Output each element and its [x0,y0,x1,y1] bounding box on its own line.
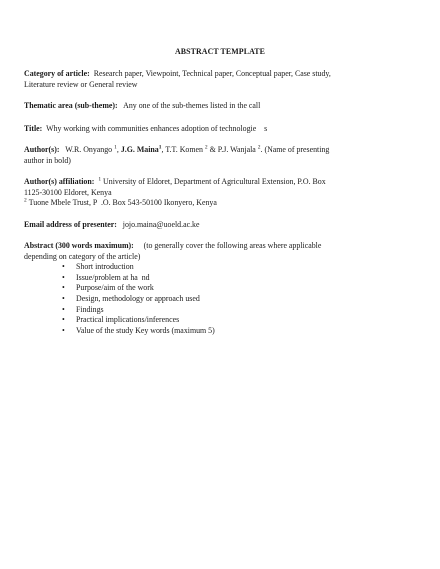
affiliation-line-1 [24,177,416,188]
author-3: T.T. Komen [165,145,203,154]
affiliation-text-1: University of Eldoret, Department of Agricultural Extension, P.O. Box [103,177,326,186]
authors-line-1: Author(s): W.R. Onyango $^1$, J.G. Maina$^1$, T.T. Komen $^2$ & P.J. Wanjala $^2$. (Name of presenting [24,144,330,154]
author-1: W.R. Onyango [65,145,113,154]
authors-note-2: author in bold) [24,155,71,165]
title-field-label: Title: [24,124,43,133]
list-item: • Findings [76,305,416,316]
affiliation-sup-1: 1 [98,176,102,183]
email-label: Email address of presenter: [24,220,117,229]
author-2: J.G. Maina [120,145,159,154]
affiliation-text-3: Tuone Mbele Trust, P .O. Box 543-50100 Ikonyero, Kenya [28,198,217,208]
list-item: • Value of the study Key words (maximum 5) [76,326,416,337]
abstract-items-list [24,262,416,336]
author-4: P.J. Wanjala [217,145,256,154]
category-line-1 [24,69,416,80]
list-item: • Issue/problem at ha nd [76,273,416,284]
list-item: • Short introduction [76,262,416,273]
affiliation-sup-2: 2 [24,197,27,204]
title-section [24,124,416,135]
author-1-sup: 1 [114,144,117,151]
list-item: • Practical implications/inferences [76,315,416,326]
category-label: Category of article: [24,69,90,78]
abstract-line-1 [24,241,416,252]
author-2-sup: 1 [158,144,162,151]
affiliation-text-2: 1125-30100 Eldoret, Kenya [24,187,112,197]
email-section [24,220,416,231]
author-4-sup: 2 [257,144,261,151]
affiliation-label: Author(s) affiliation: [24,177,95,186]
abstract-label: Abstract (300 words maximum): [24,241,134,250]
document-title: ABSTRACT TEMPLATE [174,47,266,56]
thematic-text: Any one of the sub-themes listed in the call [123,101,261,110]
authors-label: Author(s): [24,145,60,154]
affiliation-line-3 [24,198,416,209]
list-item: • Design, methodology or approach used [76,294,416,305]
author-3-sup: 2 [204,144,208,151]
abstract-section [24,241,416,336]
category-text-2: Literature review or General review [24,79,138,89]
authors-note-1: (Name of presenting [264,145,330,154]
email-value: jojo.maina@uoeld.ac.ke [122,220,200,229]
category-section [24,69,416,90]
authors-section [24,145,416,166]
thematic-label: Thematic area (sub-theme): [24,101,118,110]
thematic-section [24,101,416,112]
affiliation-section [24,177,416,209]
abstract-text-1: (to generally cover the following areas where applicable [143,241,322,250]
list-item: • Purpose/aim of the work [76,283,416,294]
abstract-text-2: depending on category of the article) [24,251,141,261]
title-field-text: Why working with communities enhances adoption of technologie s [46,124,268,133]
category-text-1: Research paper, Viewpoint, Technical paper, Conceptual paper, Case study, [93,69,331,78]
